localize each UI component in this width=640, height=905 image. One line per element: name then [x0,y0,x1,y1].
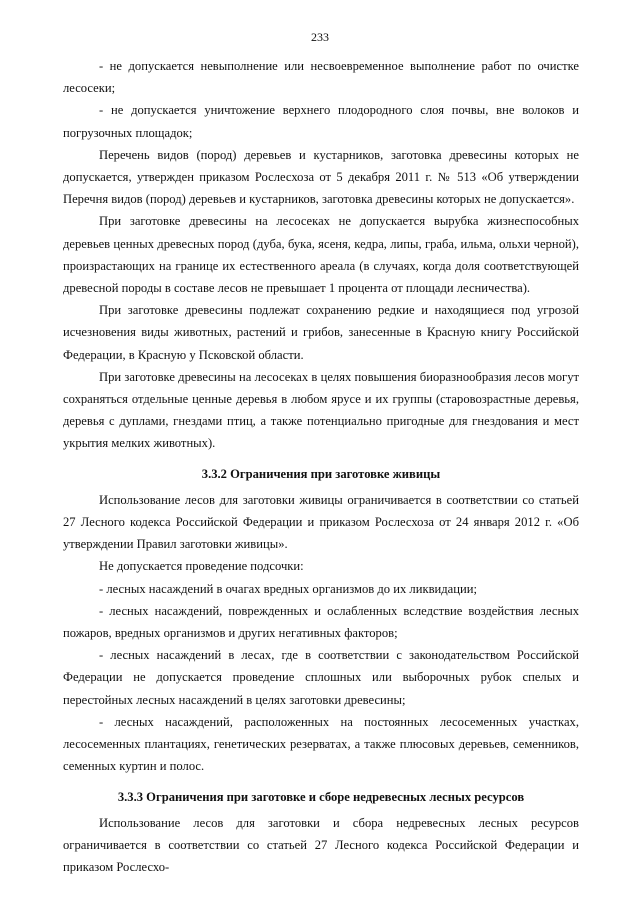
paragraph-biodiversity: При заготовке древесины на лесосеках в целях повышения биоразнообразия лесов могут сохраняться отдельные ценные деревья в любом ярусе и их группы (старовозрастные деревья, деревья с дуплами, гнездами птиц, а также потенциально пригодные для гнездования и мест укрытия мелких животных). [63,369,579,451]
paragraph-non-timber-article: Использование лесов для заготовки и сбора недревесных лесных ресурсов ограничивается в соответствии со статьей 27 Лесного кодекса Российской Федерации и приказом Рослесхо- [63,815,579,875]
paragraph-species-list: Перечень видов (пород) деревьев и кустарников, заготовка древесины которых не допускается, утвержден приказом Рослесхоза от 5 декабря 2011 г. № 513 «Об утверждении Перечня видов (пород) деревьев и кустарников, заготовка древесины которых не допускается». [63,147,579,207]
list-item-protected-forests: - лесных насаждений в лесах, где в соответствии с законодательством Российской Федерации не допускается проведение сплошных или выборочных рубок спелых и перестойных лесных насаждений в целях заготовки древесины; [63,648,579,707]
list-item-seed-plots: - лесных насаждений, расположенных на постоянных лесосеменных участках, лесосеменных плантациях, генетических резерватах, а также плюсовых деревьев, семенников, семенных куртин и полос. [63,714,579,774]
page-body [63,55,579,878]
paragraph-red-book: При заготовке древесины подлежат сохранению редкие и находящиеся под угрозой исчезновения виды животных, растений и грибов, занесенные в Красную книгу Российской Федерации, в Красную у Псковской области. [63,303,579,362]
paragraph-valuable-species: При заготовке древесины на лесосеках не допускается вырубка жизнеспособных деревьев ценных древесных пород (дуба, бука, ясеня, кедра, липы, граба, ильма, ольхи черной), произрастающих на границе их естественного ареала (в случаях, когда доля соответствующей древесной породы в составе лесов не превышает 1 процента от площади лесничества). [63,214,579,296]
list-item-damaged-stands: - лесных насаждений, поврежденных и ослабленных вследствие воздействия лесных пожаров, вредных организмов и других негативных факторов; [63,603,579,641]
paragraph-topsoil: - не допускается уничтожение верхнего плодородного слоя почвы, вне волоков и погрузочных площадок; [63,103,579,140]
section-heading-resin: 3.3.2 Ограничения при заготовке живицы [201,466,441,481]
paragraph-resin-article: Использование лесов для заготовки живицы ограничивается в соответствии со статьей 27 Лесного кодекса Российской Федерации и приказом Рослесхоза от 24 января 2012 г. «Об утверждении Правил заготовки живицы». [63,492,579,552]
list-item-pest-foci: - лесных насаждений в очагах вредных организмов до их ликвидации; [99,581,477,596]
paragraph-clearing-cleanup: - не допускается невыполнение или несвоевременное выполнение работ по очистке лесосеки; [63,59,579,96]
paragraph-tapping-prohibited: Не допускается проведение подсочки: [99,559,304,574]
section-heading-non-timber: 3.3.3 Ограничения при заготовке и сборе недревесных лесных ресурсов [117,789,525,804]
page-number: 233 [311,30,329,44]
